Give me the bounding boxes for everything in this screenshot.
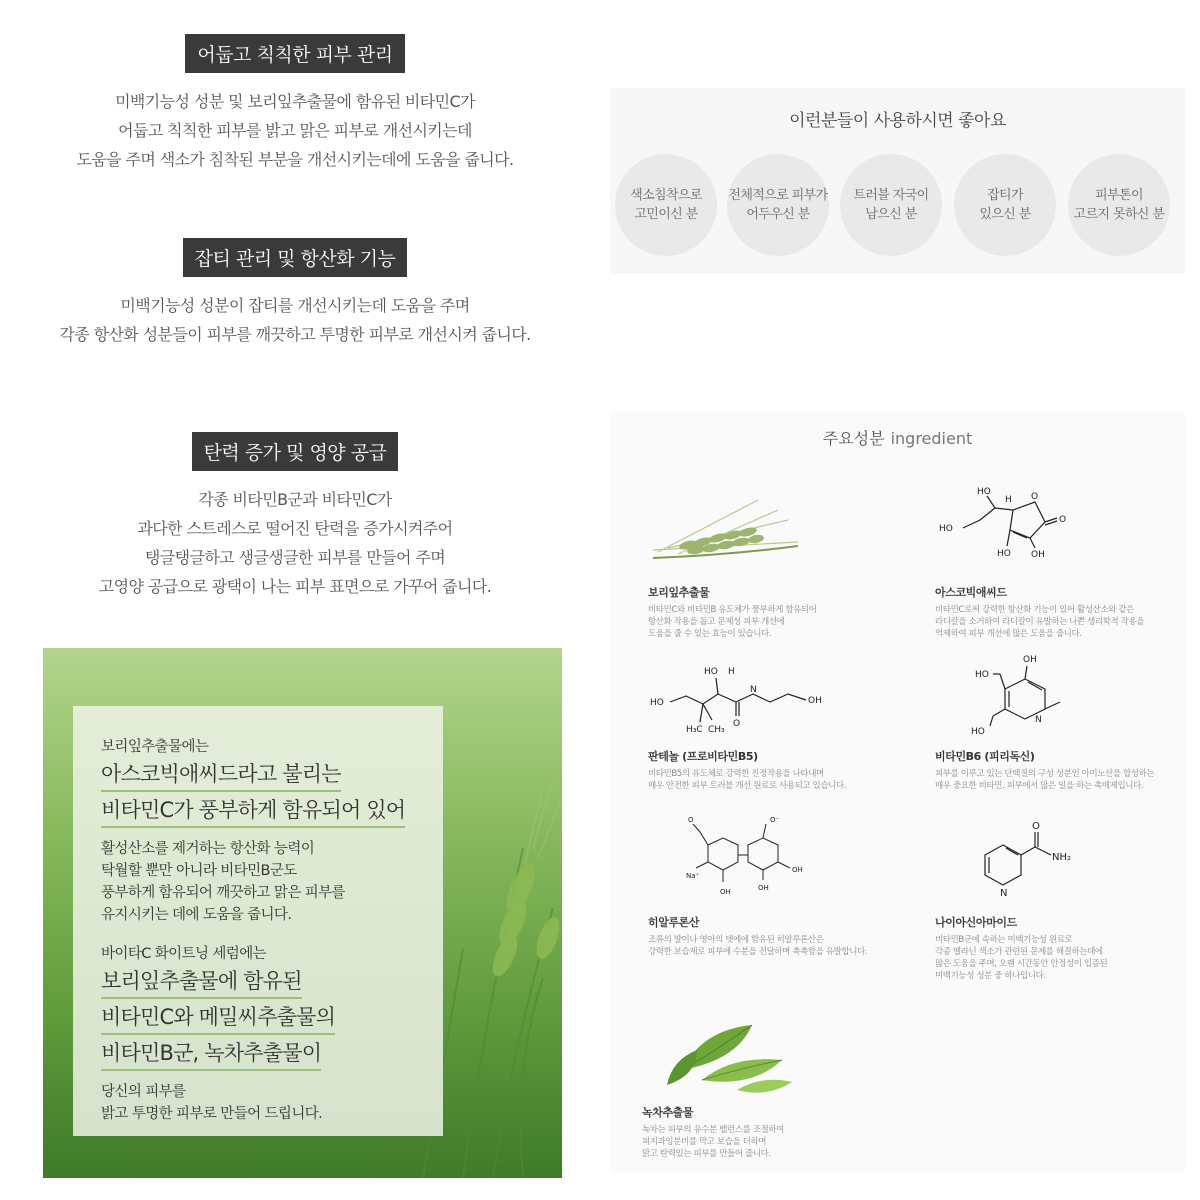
- ingredient-desc: [648, 768, 888, 792]
- desc-line: 비타민C와 비타민B 유도체가 풍부하게 함유되어: [648, 605, 817, 615]
- recommend-line: 잡티가: [987, 188, 1023, 203]
- recommend-circle: [954, 154, 1056, 256]
- ingredient-hyaluronic-acid: [648, 810, 888, 958]
- desc-line: 비타민C로써 강력한 항산화 기능이 있어 활성산소와 같은: [935, 605, 1135, 615]
- chem-label: CH₃: [708, 725, 725, 735]
- recommend-title: 이런분들이 사용하시면 좋아요: [789, 111, 1006, 131]
- desc-line: 매우 안전한 피부 트러블 개선 원료로 사용되고 있습니다.: [648, 781, 847, 791]
- panthenol-structure: [648, 644, 848, 744]
- chem-label: O: [1031, 492, 1039, 502]
- chem-label: N: [1035, 715, 1042, 725]
- chem-label: N: [1000, 888, 1008, 899]
- recommend-line: 어두우신 분: [746, 207, 810, 222]
- ingredient-pyridoxine: [935, 644, 1175, 792]
- chem-label: HO: [939, 524, 953, 534]
- benefit-line: 각종 비타민B군과 비타민C가: [198, 490, 392, 509]
- ingredient-desc: [642, 1124, 882, 1160]
- chem-label: HO: [975, 670, 989, 680]
- desc-line: 피부를 이루고 있는 단백질의 구성 성분인 아미노산을 합성하는: [935, 769, 1155, 779]
- desc-line: 매우 중요한 비타민. 피부에서 많은 일을 하는 촉매제입니다.: [935, 781, 1144, 791]
- field-highlight: 비타민C가 풍부하게 함유되어 있어: [101, 794, 405, 828]
- desc-line: 맑고 탄력있는 피부를 만들어 줍니다.: [642, 1149, 771, 1159]
- chem-label: H: [728, 667, 735, 677]
- benefit-title: 잡티 관리 및 항산화 기능: [183, 238, 408, 277]
- ingredients-title-en: ingredient: [890, 429, 973, 448]
- barley-field-panel: [43, 648, 562, 1178]
- benefit-text: [0, 87, 590, 174]
- desc-line: 라디칼을 소거하여 라디칼이 유발하는 나쁜 생리학적 작용을: [935, 617, 1145, 627]
- chem-label: OH: [1031, 550, 1045, 560]
- field-body: 탁월할 뿐만 아니라 비타민B군도: [101, 863, 297, 879]
- ascorbic-acid-structure: [935, 480, 1135, 580]
- recommend-line: 고민이신 분: [634, 207, 698, 222]
- ingredient-name: 히알루론산: [648, 916, 700, 929]
- chem-label: HO: [971, 727, 985, 737]
- green-tea-icon: [642, 1000, 842, 1100]
- chem-label: OH: [758, 884, 769, 892]
- field-intro: 바이타C 화이트닝 세럼에는: [101, 946, 267, 962]
- desc-line: 도움을 줄 수 있는 효능이 있습니다.: [648, 629, 772, 639]
- recommend-circle: [727, 154, 829, 256]
- chem-label: N: [750, 685, 757, 695]
- desc-line: 항산화 작용을 돕고 문제성 피부 개선에: [648, 617, 785, 627]
- chem-label: H: [1005, 495, 1012, 505]
- desc-line: 비타민B군에 속하는 미백기능성 원료로: [935, 935, 1073, 945]
- hyaluronic-acid-structure: [648, 810, 848, 910]
- field-body: 활성산소를 제거하는 항산화 능력이: [101, 841, 315, 857]
- ingredients-section: [610, 412, 1185, 1172]
- chem-label: OH: [1023, 655, 1037, 665]
- chem-label: Na⁺: [686, 872, 700, 880]
- chem-label: NH₂: [1052, 852, 1072, 863]
- recommend-line: 고르지 못하신 분: [1073, 207, 1165, 222]
- ingredient-desc: [935, 604, 1175, 640]
- benefit-line: 어둡고 칙칙한 피부를 밝고 맑은 피부로 개선시키는데: [118, 121, 472, 140]
- recommend-circle: [840, 154, 942, 256]
- benefit-line: 각종 항산화 성분들이 피부를 깨끗하고 투명한 피부로 개선시켜 줍니다.: [59, 325, 531, 344]
- field-body: 풍부하게 함유되어 깨끗하고 맑은 피부를: [101, 885, 345, 901]
- ingredient-name: 판테놀 (프로비타민B5): [648, 750, 758, 763]
- ingredient-barley: [648, 480, 888, 640]
- desc-line: 강력한 보습제로 피부에 수분을 전달하며 축축함을 유발합니다.: [648, 947, 868, 957]
- chem-label: H₃C: [686, 725, 703, 735]
- recommend-line: 있으신 분: [979, 207, 1031, 222]
- benefit-dull-skin: [0, 34, 590, 174]
- chem-label: O⁻: [770, 816, 780, 824]
- chem-label: HO: [977, 487, 991, 497]
- desc-line: 미백기능성 성분 중 하나입니다.: [935, 971, 1046, 981]
- ingredient-green-tea: [642, 1000, 882, 1160]
- desc-line: 비타민B5의 유도체로 강력한 진정작용을 나타내며: [648, 769, 824, 779]
- field-highlight: 비타민C와 메밀씨추출물의: [101, 1001, 335, 1035]
- benefit-line: 미백기능성 성분 및 보리잎추출물에 함유된 비타민C가: [115, 92, 475, 111]
- desc-line: 각종 멜라닌 색소가 관련된 문제를 해결하는데에: [935, 947, 1103, 957]
- ingredient-name: 보리잎추출물: [648, 586, 710, 599]
- field-block-1: [101, 736, 405, 926]
- recommend-line: 피부톤이: [1095, 188, 1143, 203]
- benefits-section: [0, 0, 590, 620]
- recommend-circle: [1068, 154, 1170, 256]
- recommend-section: [610, 88, 1185, 274]
- recommend-circle: [615, 154, 717, 256]
- desc-line: 많은 도움을 주며, 오랜 시간동안 안정성이 입증된: [935, 959, 1108, 969]
- field-text-box: [73, 706, 443, 1136]
- chem-label: OH: [720, 888, 731, 896]
- chem-label: OH: [792, 866, 803, 874]
- ingredient-desc: [935, 768, 1175, 792]
- benefit-line: 고영양 공급으로 광택이 나는 피부 표면으로 가꾸어 줍니다.: [98, 577, 492, 596]
- ingredient-ascorbic-acid: [935, 480, 1175, 640]
- benefit-line: 도움을 주며 색소가 침착된 부분을 개선시키는데에 도움을 줍니다.: [76, 150, 514, 169]
- chem-label: HO: [704, 667, 718, 677]
- field-body: 유지시키는 데에 도움을 줍니다.: [101, 907, 292, 923]
- ingredients-title: [610, 426, 1185, 449]
- benefit-line: 미백기능성 성분이 잡티를 개선시키는데 도움을 주며: [120, 296, 470, 315]
- ingredient-desc: [648, 604, 888, 640]
- desc-line: 조류의 발이나 영아의 탯에에 함유된 히알루론산은: [648, 935, 824, 945]
- desc-line: 억제하여 피부 개선에 많은 도움을 줍니다.: [935, 629, 1082, 639]
- benefit-line: 탱글탱글하고 생글생글한 피부를 만들어 주며: [144, 548, 446, 567]
- benefit-text: [0, 485, 590, 601]
- ingredient-name: 나이아신아마이드: [935, 916, 1017, 929]
- ingredient-name: 아스코빅애씨드: [935, 586, 1007, 599]
- desc-line: 녹차는 피부의 유수분 밸런스를 조절하여: [642, 1125, 784, 1135]
- recommend-line: 트러블 자국이: [853, 188, 929, 203]
- benefit-line: 과다한 스트레스로 떨어진 탄력을 증가시켜주어: [137, 519, 453, 538]
- chem-label: O: [688, 816, 694, 824]
- chem-label: O: [1032, 821, 1040, 832]
- benefit-text: [0, 291, 590, 349]
- recommend-line: 남으신 분: [865, 207, 917, 222]
- chem-label: HO: [650, 698, 664, 708]
- benefit-title: 탄력 증가 및 영양 공급: [192, 432, 399, 471]
- ingredient-desc: [648, 934, 888, 958]
- field-highlight: 보리잎추출물에 함유된: [101, 965, 302, 999]
- barley-icon: [648, 480, 848, 580]
- chem-label: OH: [808, 696, 822, 706]
- benefit-title: 어둡고 칙칙한 피부 관리: [185, 34, 404, 73]
- ingredients-title-ko: 주요성분: [822, 429, 885, 448]
- chem-label: O: [1059, 515, 1067, 525]
- ingredient-desc: [935, 934, 1175, 982]
- ingredient-name: 녹차추출물: [642, 1106, 694, 1119]
- benefit-blemish: [0, 238, 590, 349]
- recommend-line: 색소침착으로: [630, 188, 702, 203]
- field-intro: 보리잎추출물에는: [101, 739, 209, 755]
- recommend-line: 전체적으로 피부가: [728, 188, 828, 203]
- field-highlight: 비타민B군, 녹차추출물이: [101, 1037, 321, 1071]
- field-body: 당신의 피부를: [101, 1084, 186, 1100]
- chem-label: HO: [997, 549, 1011, 559]
- ingredient-niacinamide: [935, 810, 1175, 982]
- field-body: 밝고 투명한 피부로 만들어 드립니다.: [101, 1106, 323, 1122]
- benefit-elasticity: [0, 432, 590, 601]
- field-block-2: [101, 943, 335, 1125]
- niacinamide-structure: [935, 810, 1135, 910]
- ingredient-panthenol: [648, 644, 888, 792]
- ingredient-name: 비타민B6 (피리독신): [935, 750, 1035, 763]
- field-highlight: 아스코빅애씨드라고 불리는: [101, 758, 341, 792]
- desc-line: 피지과잉분비를 막고 보습을 더하며: [642, 1137, 767, 1147]
- pyridoxine-structure: [935, 644, 1135, 744]
- chem-label: O: [733, 719, 741, 729]
